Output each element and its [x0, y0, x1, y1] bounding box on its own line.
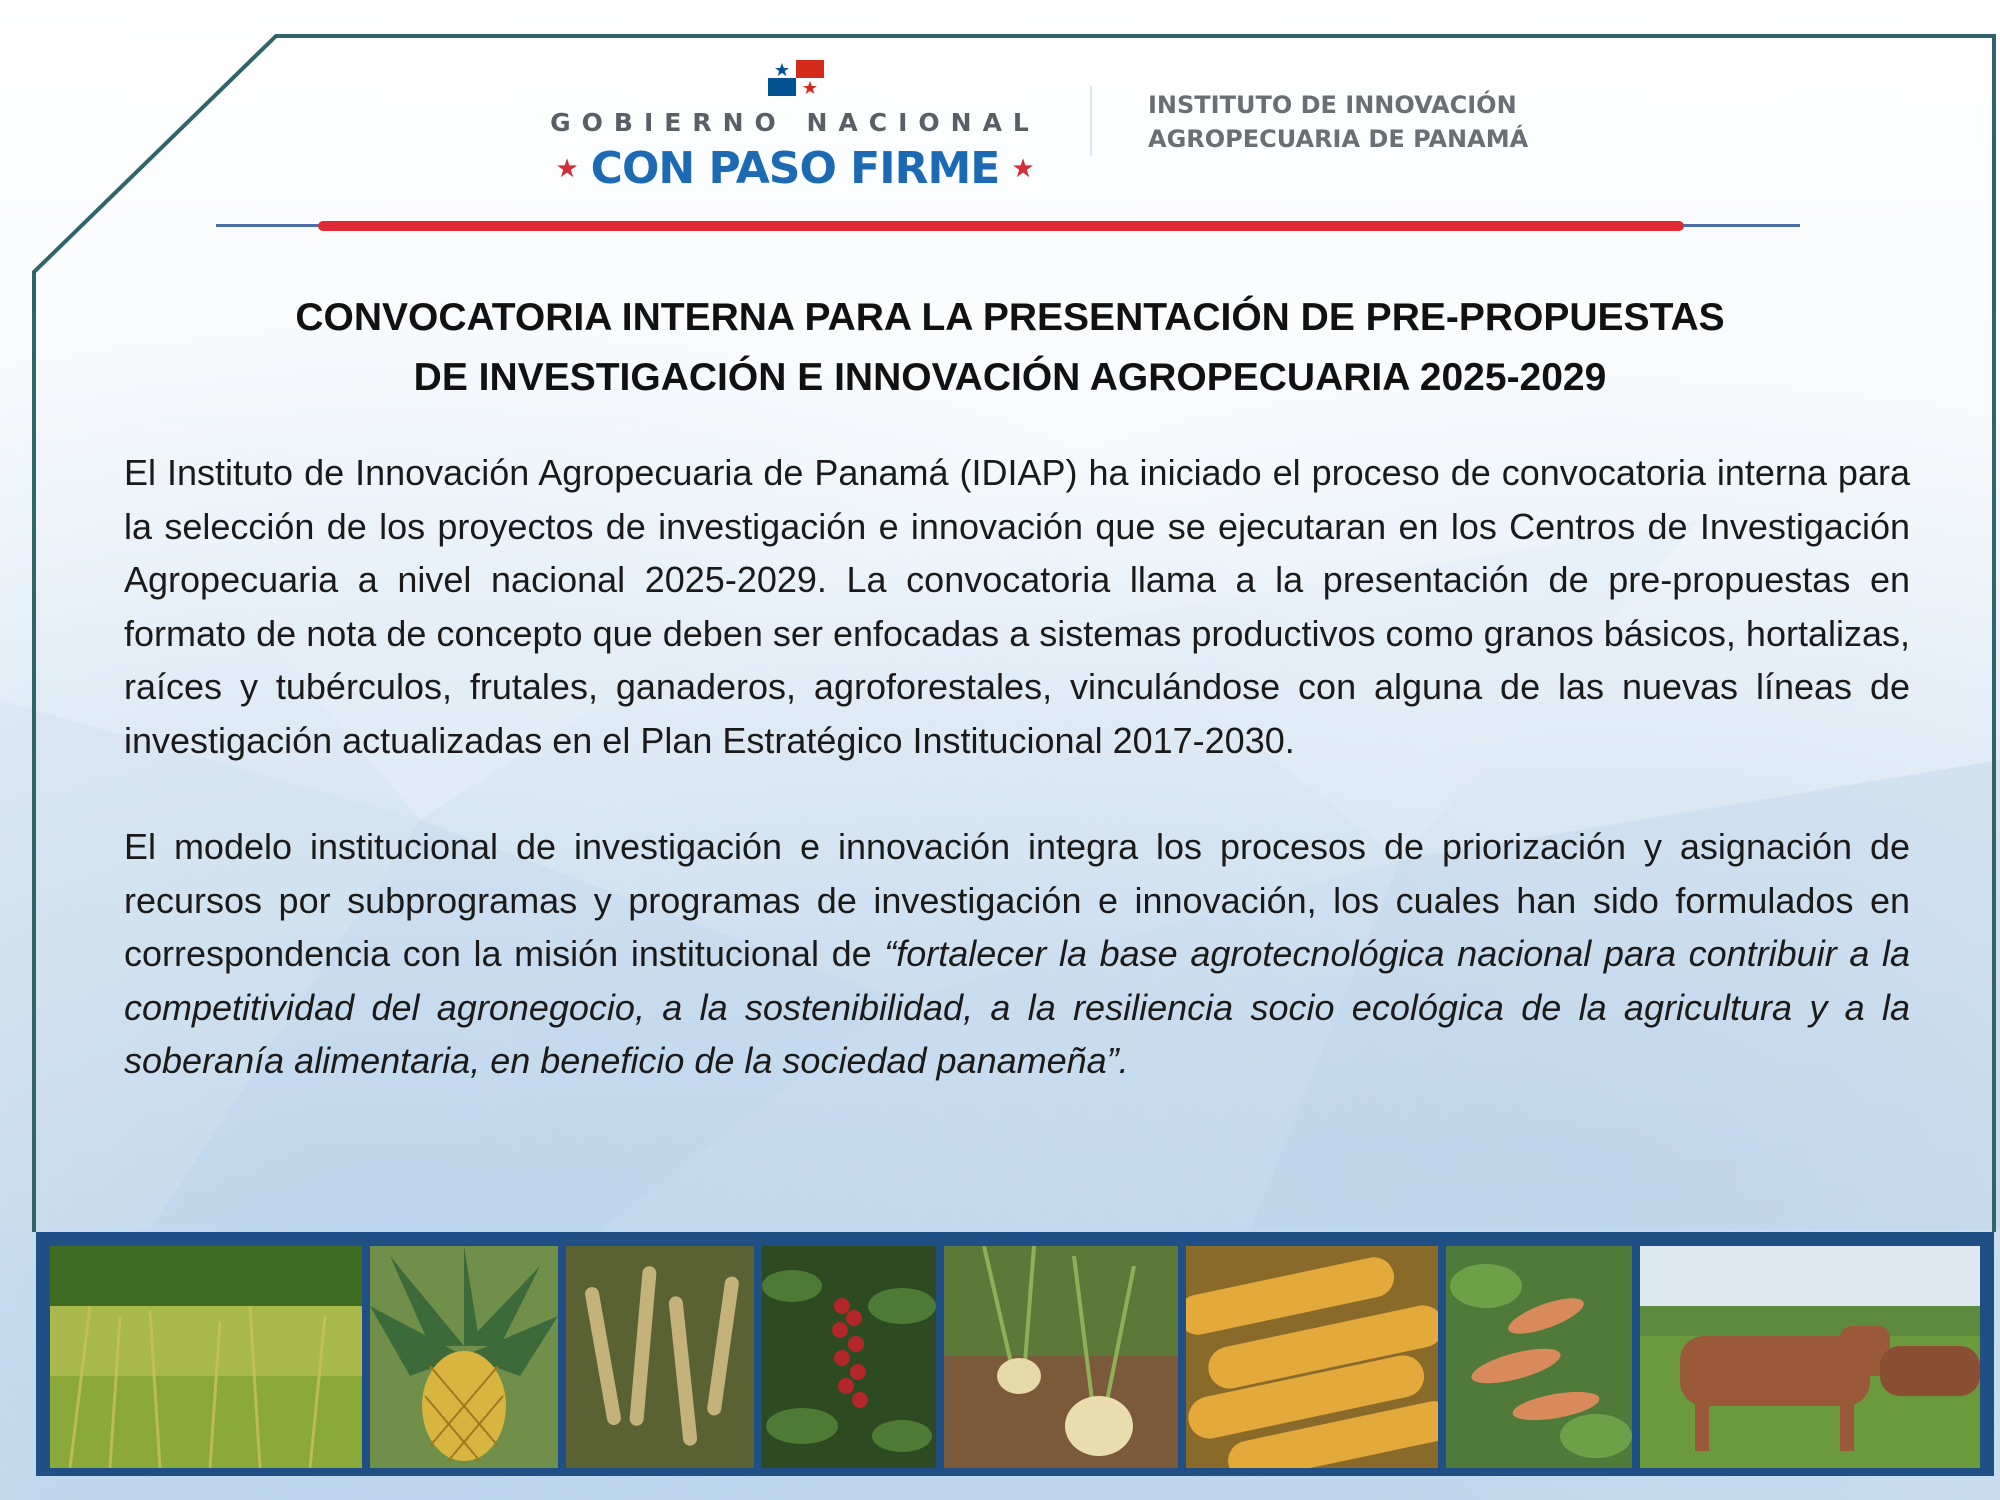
slogan-row — [550, 140, 1040, 196]
title-line2: DE INVESTIGACIÓN E INNOVACIÓN AGROPECUARIA 2025-2029 — [413, 356, 1607, 399]
paragraph-2-intro: El modelo institucional de investigación e innovación integra los procesos de priorización y asignación de recursos por subprogramas y programas de investigación e innovación, los cuales han sido formulados en correspondencia con la misión institucional de — [124, 826, 1910, 974]
photo-beans — [566, 1246, 754, 1468]
photo-rice-field — [50, 1246, 362, 1468]
photo-corn — [1186, 1246, 1438, 1468]
header-rule-red — [318, 221, 1684, 231]
panama-flag-icon — [768, 60, 824, 96]
mission-quote: “fortalecer la base agrotecnológica nacional para contribuir a la competitividad del agronegocio, a la sostenibilidad, a la resiliencia socio ecológica de la agricultura y a la soberanía alimentaria, en beneficio de la sociedad panameña”. — [124, 933, 1911, 1081]
photo-pineapple — [370, 1246, 558, 1468]
header-divider — [1090, 86, 1092, 156]
institute-name-line1: INSTITUTO DE INNOVACIÓN — [1148, 91, 1517, 119]
slogan-text: CON PASO FIRME — [590, 142, 1000, 194]
photo-onions — [944, 1246, 1178, 1468]
paragraph-1: El Instituto de Innovación Agropecuaria de Panamá (IDIAP) ha iniciado el proceso de convocatoria interna para la selección de los proyectos de investigación e innovación que se ejecutaran en los Centros de Investigación Agropecuaria a nivel nacional 2025-2029. La convocatoria llama a la presentación de pre-propuestas en formato de nota de concepto que deben ser enfocadas a sistemas productivos como granos básicos, hortalizas, raíces y tubérculos, frutales, ganaderos, agroforestales, vinculándose con alguna de las nuevas líneas de investigación actualizadas en el Plan Estratégico Institucional 2017-2030. — [124, 452, 1910, 761]
star-icon: ★ — [1011, 152, 1035, 183]
page-title — [170, 288, 1850, 408]
paragraph-2 — [124, 820, 1910, 1088]
star-icon: ★ — [555, 152, 579, 183]
government-logo — [550, 58, 1040, 198]
institute-name-line2: AGROPECUARIA DE PANAMÁ — [1148, 125, 1529, 153]
photo-sweet-potato — [1446, 1246, 1632, 1468]
institute-name — [1148, 88, 1578, 156]
photo-cattle — [1640, 1246, 1980, 1468]
title-line1: CONVOCATORIA INTERNA PARA LA PRESENTACIÓN DE PRE-PROPUESTAS — [295, 296, 1725, 339]
photo-strip — [36, 1232, 1994, 1476]
government-label: GOBIERNO NACIONAL — [550, 108, 1040, 137]
body-text — [124, 446, 1910, 1141]
photo-coffee — [762, 1246, 936, 1468]
